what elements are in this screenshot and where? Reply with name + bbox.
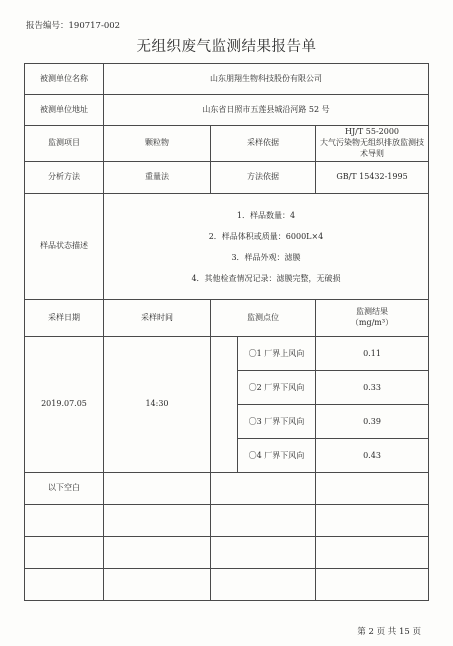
report-number-label: 报告编号： xyxy=(26,21,69,31)
item-value: 颗粒物 xyxy=(104,126,211,162)
item-label: 监测项目 xyxy=(25,126,104,162)
sample-desc-list xyxy=(104,194,429,300)
report-number xyxy=(26,19,120,31)
point-spacer xyxy=(211,337,238,473)
empty-cell xyxy=(211,473,316,505)
table-row xyxy=(25,194,429,300)
empty-cell xyxy=(211,537,316,569)
method-value: 重量法 xyxy=(104,162,211,194)
sample-desc-label: 样品状态描述 xyxy=(25,194,104,300)
empty-cell xyxy=(25,505,104,537)
monitoring-point: 〇3 厂界下风向 xyxy=(238,404,315,438)
table-row xyxy=(25,537,429,569)
empty-cell xyxy=(104,505,211,537)
result-header-unit: （mg/m³） xyxy=(350,318,394,327)
monitoring-point: 〇2 厂界下风向 xyxy=(238,370,315,404)
empty-cell xyxy=(25,537,104,569)
table-row xyxy=(25,569,429,601)
result-value: 0.43 xyxy=(316,438,428,472)
table-row xyxy=(25,64,429,95)
empty-cell xyxy=(104,473,211,505)
col-header-point: 监测点位 xyxy=(211,300,316,337)
sampling-date: 2019.07.05 xyxy=(25,337,104,473)
empty-cell xyxy=(211,505,316,537)
col-header-result xyxy=(316,300,429,337)
page-title: 无组织废气监测结果报告单 xyxy=(136,39,317,55)
empty-cell xyxy=(104,569,211,601)
empty-cell xyxy=(316,473,429,505)
empty-cell xyxy=(316,505,429,537)
sampling-basis-value xyxy=(316,126,429,162)
page-number: 第 2 页 共 15 页 xyxy=(357,627,421,637)
sampling-basis-label: 采样依据 xyxy=(211,126,316,162)
result-value: 0.39 xyxy=(316,404,428,438)
monitoring-point: 〇1 厂界上风向 xyxy=(248,349,305,358)
empty-cell xyxy=(316,569,429,601)
table-row xyxy=(25,162,429,194)
blank-note: 以下空白 xyxy=(25,473,104,505)
method-label: 分析方法 xyxy=(25,162,104,194)
method-basis-value: GB/T 15432-1995 xyxy=(316,162,429,194)
sampling-basis-code: HJ/T 55-2000 xyxy=(345,127,399,137)
table-row xyxy=(25,473,429,505)
result-header-title: 监测结果 xyxy=(356,307,388,317)
entrusted-unit-label: 被测单位名称 xyxy=(25,64,104,95)
sample-desc-item: 4．其他检查情况记录：滤膜完整，无破损 xyxy=(191,273,341,283)
sample-desc-item: 1．样品数量：4 xyxy=(236,210,296,220)
report-number-value: 190717-002 xyxy=(68,21,121,31)
sample-desc-item: 2．样品体积或质量：6000L×4 xyxy=(208,231,324,241)
table-row xyxy=(25,126,429,162)
monitoring-point: 〇4 厂界下风向 xyxy=(238,438,315,472)
empty-cell xyxy=(25,569,104,601)
sampling-basis-name: 大气污染物无组织排放监测技术导则 xyxy=(320,138,424,158)
empty-cell xyxy=(211,569,316,601)
address-label: 被测单位地址 xyxy=(25,95,104,126)
sample-desc-item: 3．样品外观：滤膜 xyxy=(231,252,301,262)
table-row xyxy=(25,505,429,537)
empty-cell xyxy=(316,537,429,569)
table-row xyxy=(25,337,429,473)
result-value: 0.33 xyxy=(316,370,428,404)
address-value: 山东省日照市五莲县城沿河路 52 号 xyxy=(104,95,429,126)
entrusted-unit-value: 山东朋翔生物科技股份有限公司 xyxy=(104,64,429,95)
point-list xyxy=(238,337,316,473)
sampling-time: 14:30 xyxy=(104,337,211,473)
report-table xyxy=(24,63,429,601)
col-header-date: 采样日期 xyxy=(25,300,104,337)
col-header-time: 采样时间 xyxy=(104,300,211,337)
result-list xyxy=(316,337,429,473)
empty-cell xyxy=(104,537,211,569)
method-basis-label: 方法依据 xyxy=(211,162,316,194)
table-row xyxy=(25,95,429,126)
result-value: 0.11 xyxy=(363,349,381,358)
table-header-row xyxy=(25,300,429,337)
